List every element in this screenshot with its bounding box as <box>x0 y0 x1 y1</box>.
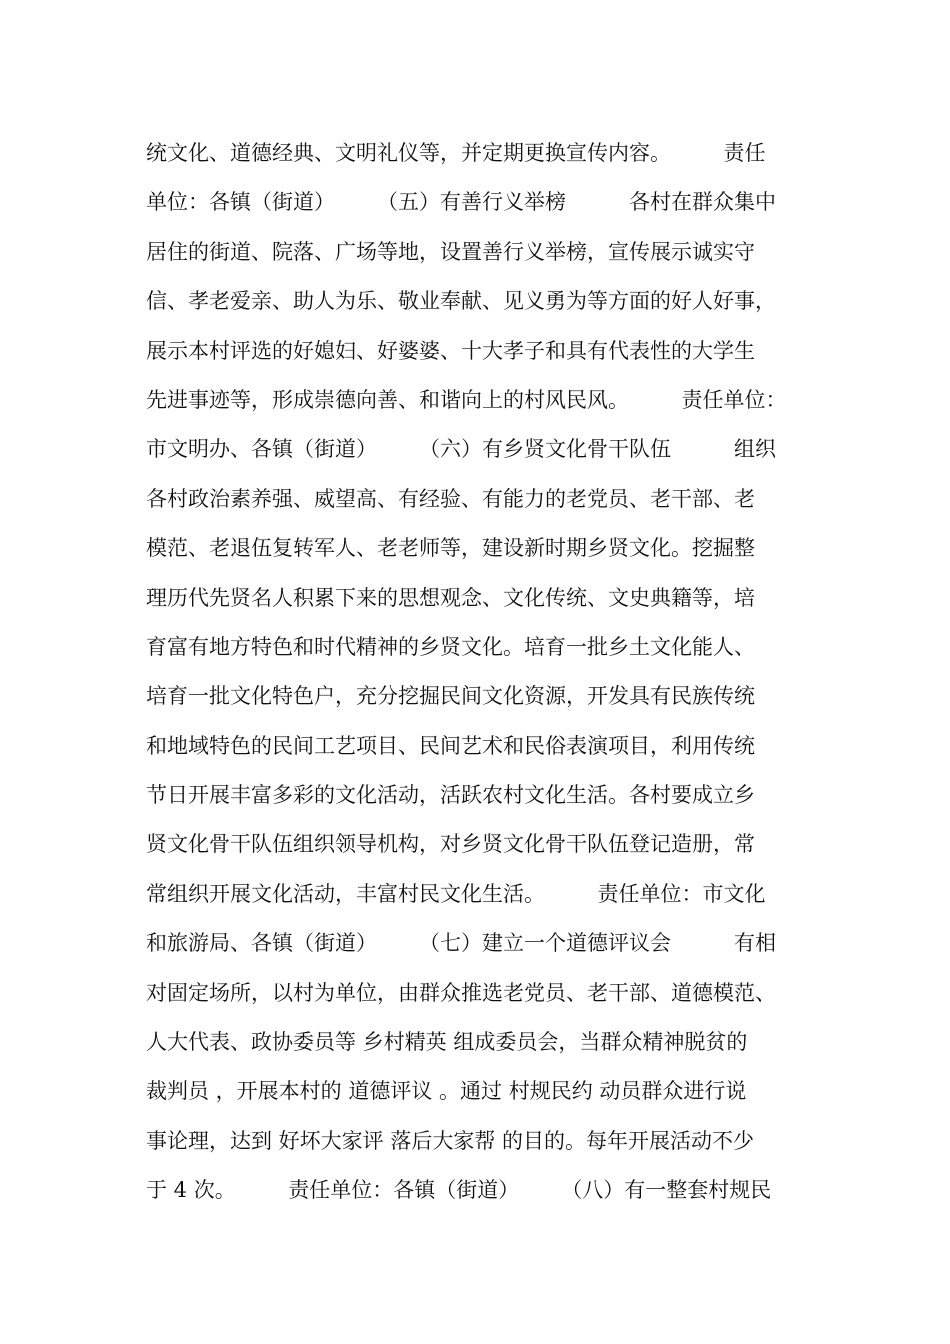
text-line: 育富有地方特色和时代精神的乡贤文化。培育一批乡土文化能人、 <box>146 634 755 659</box>
text-line: 常组织开展文化活动，丰富村民文化生活。 责任单位：市文化 <box>146 881 766 906</box>
text-line: 和地域特色的民间工艺项目、民间艺术和民俗表演项目，利用传统 <box>146 733 755 758</box>
text-line: 裁判员 ，开展本村的 道德评议 。通过 村规民约 动员群众进行说 <box>146 1079 747 1104</box>
text-line: 信、孝老爱亲、助人为乐、敬业奉献、见义勇为等方面的好人好事， <box>146 289 776 314</box>
text-line: 市文明办、各镇（街道） （六）有乡贤文化骨干队伍 组织 <box>146 437 776 462</box>
text-line: 展示本村评选的好媳妇、好婆婆、十大孝子和具有代表性的大学生 <box>146 338 755 363</box>
text-line: 对固定场所，以村为单位，由群众推选老党员、老干部、道德模范、 <box>146 980 776 1005</box>
text-line: 事论理，达到 好坏大家评 落后大家帮 的目的。每年开展活动不少 <box>146 1128 755 1153</box>
text-line: 培育一批文化特色户，充分挖掘民间文化资源，开发具有民族传统 <box>146 684 755 709</box>
text-line: 于 4 次。 责任单位：各镇（街道） （八）有一整套村规民 <box>146 1178 772 1203</box>
body-text <box>146 129 846 1216</box>
text-line: 统文化、道德经典、文明礼仪等，并定期更换宣传内容。 责任 <box>146 141 766 165</box>
text-line: 单位：各镇（街道） （五）有善行义举榜 各村在群众集中 <box>146 190 776 215</box>
text-line: 理历代先贤名人积累下来的思想观念、文化传统、文史典籍等，培 <box>146 585 755 610</box>
text-line: 节日开展丰富多彩的文化活动，活跃农村文化生活。各村要成立乡 <box>146 783 755 808</box>
text-line: 各村政治素养强、威望高、有经验、有能力的老党员、老干部、老 <box>146 486 755 511</box>
text-line: 模范、老退伍复转军人、老老师等，建设新时期乡贤文化。挖掘整 <box>146 536 755 561</box>
text-line: 贤文化骨干队伍组织领导机构，对乡贤文化骨干队伍登记造册，常 <box>146 832 755 857</box>
text-line: 和旅游局、各镇（街道） （七）建立一个道德评议会 有相 <box>146 931 776 956</box>
text-line: 居住的街道、院落、广场等地，设置善行义举榜，宣传展示诚实守 <box>146 239 755 264</box>
text-line: 先进事迹等，形成崇德向善、和谐向上的村风民风。 责任单位： <box>146 387 787 412</box>
text-line: 人大代表、政协委员等 乡村精英 组成委员会，当群众精神脱贫的 <box>146 1030 748 1055</box>
